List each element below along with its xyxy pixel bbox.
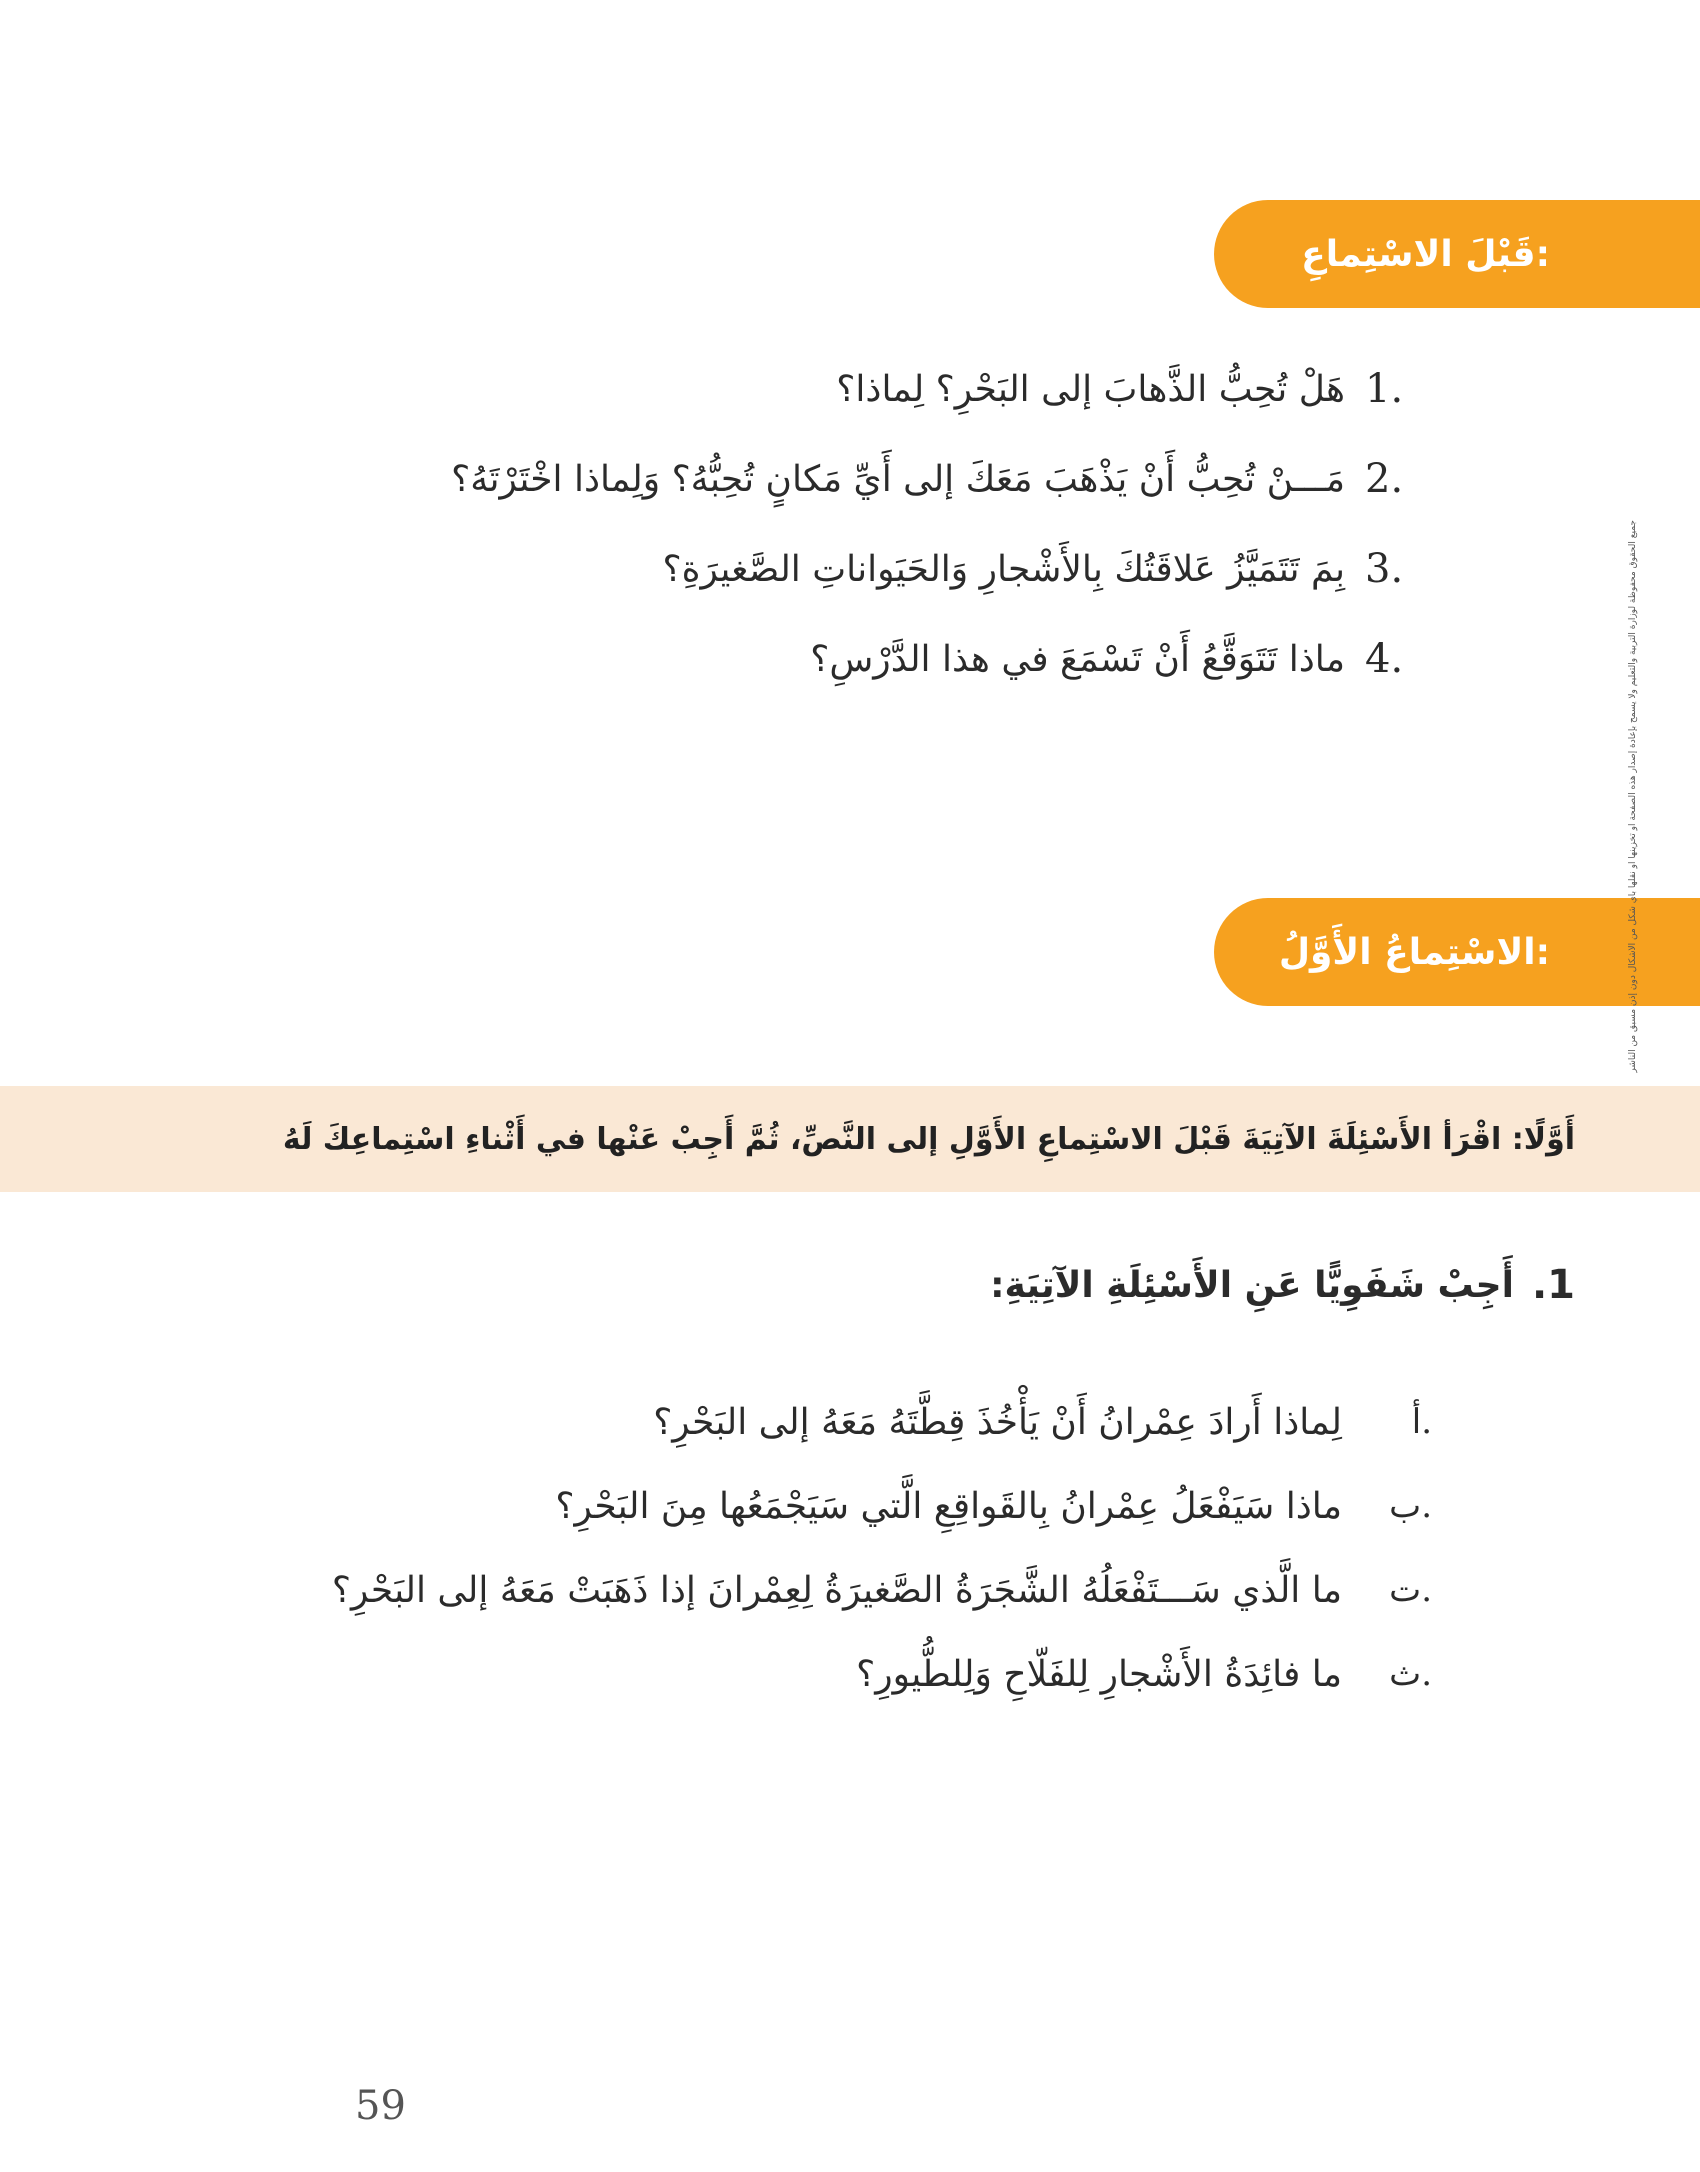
copyright-side-note <box>1628 520 1652 1690</box>
question-number: 2. <box>1365 456 1404 502</box>
question-text: لِماذا أَرادَ عِمْرانُ أَنْ يَأْخُذَ قِطَّتَهُ مَعَهُ إلى البَحْرِ؟ <box>653 1401 1342 1443</box>
sub-question-number: 1. <box>1531 1262 1575 1308</box>
before-listening-title: قَبْلَ الاسْتِماعِ: <box>1301 233 1550 275</box>
question-text: هَلْ تُحِبُّ الذَّهابَ إلى البَحْرِ؟ لِماذا؟ <box>836 368 1345 410</box>
instruction-text: أَوَّلًا: اقْرَأ الأَسْئِلَةَ الآتِيَةَ قَبْلَ الاسْتِماعِ الأَوَّلِ إلى النَّصِّ، ثُمَّ أَجِبْ عَنْها في أَثْناءِ اسْتِماعِكَ لَهُ <box>282 1121 1575 1157</box>
before-listening-questions <box>345 344 1445 704</box>
list-item <box>345 614 1445 704</box>
question-letter: أ. <box>1411 1402 1432 1442</box>
question-text: ما الَّذي سَـــتَفْعَلُهُ الشَّجَرَةُ الصَّغيرَةُ لِعِمْرانَ إذا ذَهَبَتْ مَعَهُ إلى البَحْرِ؟ <box>331 1569 1342 1611</box>
list-item <box>232 1380 1432 1464</box>
question-number: 4. <box>1365 636 1404 682</box>
list-item <box>232 1464 1432 1548</box>
list-item <box>345 434 1445 524</box>
question-text: بِمَ تَتَمَيَّزُ عَلاقَتُكَ بِالأَشْجارِ وَالحَيَواناتِ الصَّغيرَةِ؟ <box>662 548 1345 590</box>
question-text: ماذا سَيَفْعَلُ عِمْرانُ بِالقَواقِعِ الَّتي سَيَجْمَعُها مِنَ البَحْرِ؟ <box>555 1485 1342 1527</box>
question-text: مَـــنْ تُحِبُّ أَنْ يَذْهَبَ مَعَكَ إلى أَيِّ مَكانٍ تُحِبُّهُ؟ وَلِماذا اخْتَرْتَهُ؟ <box>451 458 1345 500</box>
list-item <box>232 1548 1432 1632</box>
page-number: 59 <box>355 2083 406 2129</box>
question-number: 1. <box>1365 366 1404 412</box>
question-letter: ب. <box>1389 1486 1432 1526</box>
copyright-text: جميع الحقوق محفوظة لوزارة التربية والتعليم ولا يسمح بإعادة إصدار هذه الصفحة أو تخزينها أو نقلها بأي شكل من الأشكال دون إذن مسبق من الناشر <box>1628 520 1638 1073</box>
question-text: ماذا تَتَوَقَّعُ أَنْ تَسْمَعَ في هذا الدَّرْسِ؟ <box>810 638 1345 680</box>
list-item <box>345 524 1445 614</box>
first-listening-title: الاسْتِماعُ الأَوَّلُ: <box>1278 931 1550 973</box>
instruction-band <box>0 1086 1700 1192</box>
question-letter: ت. <box>1389 1570 1432 1610</box>
before-listening-header <box>1214 200 1700 308</box>
sub-question-title: أَجِبْ شَفَوِيًّا عَنِ الأَسْئِلَةِ الآتِيَةِ: <box>990 1264 1514 1306</box>
question-letter: ث. <box>1389 1654 1432 1694</box>
question-number: 3. <box>1365 546 1404 592</box>
list-item <box>345 344 1445 434</box>
sub-question-heading <box>990 1262 1575 1308</box>
first-listening-questions <box>232 1380 1432 1716</box>
list-item <box>232 1632 1432 1716</box>
question-text: ما فائِدَةُ الأَشْجارِ لِلفَلّاحِ وَلِلطُّيورِ؟ <box>856 1653 1342 1695</box>
